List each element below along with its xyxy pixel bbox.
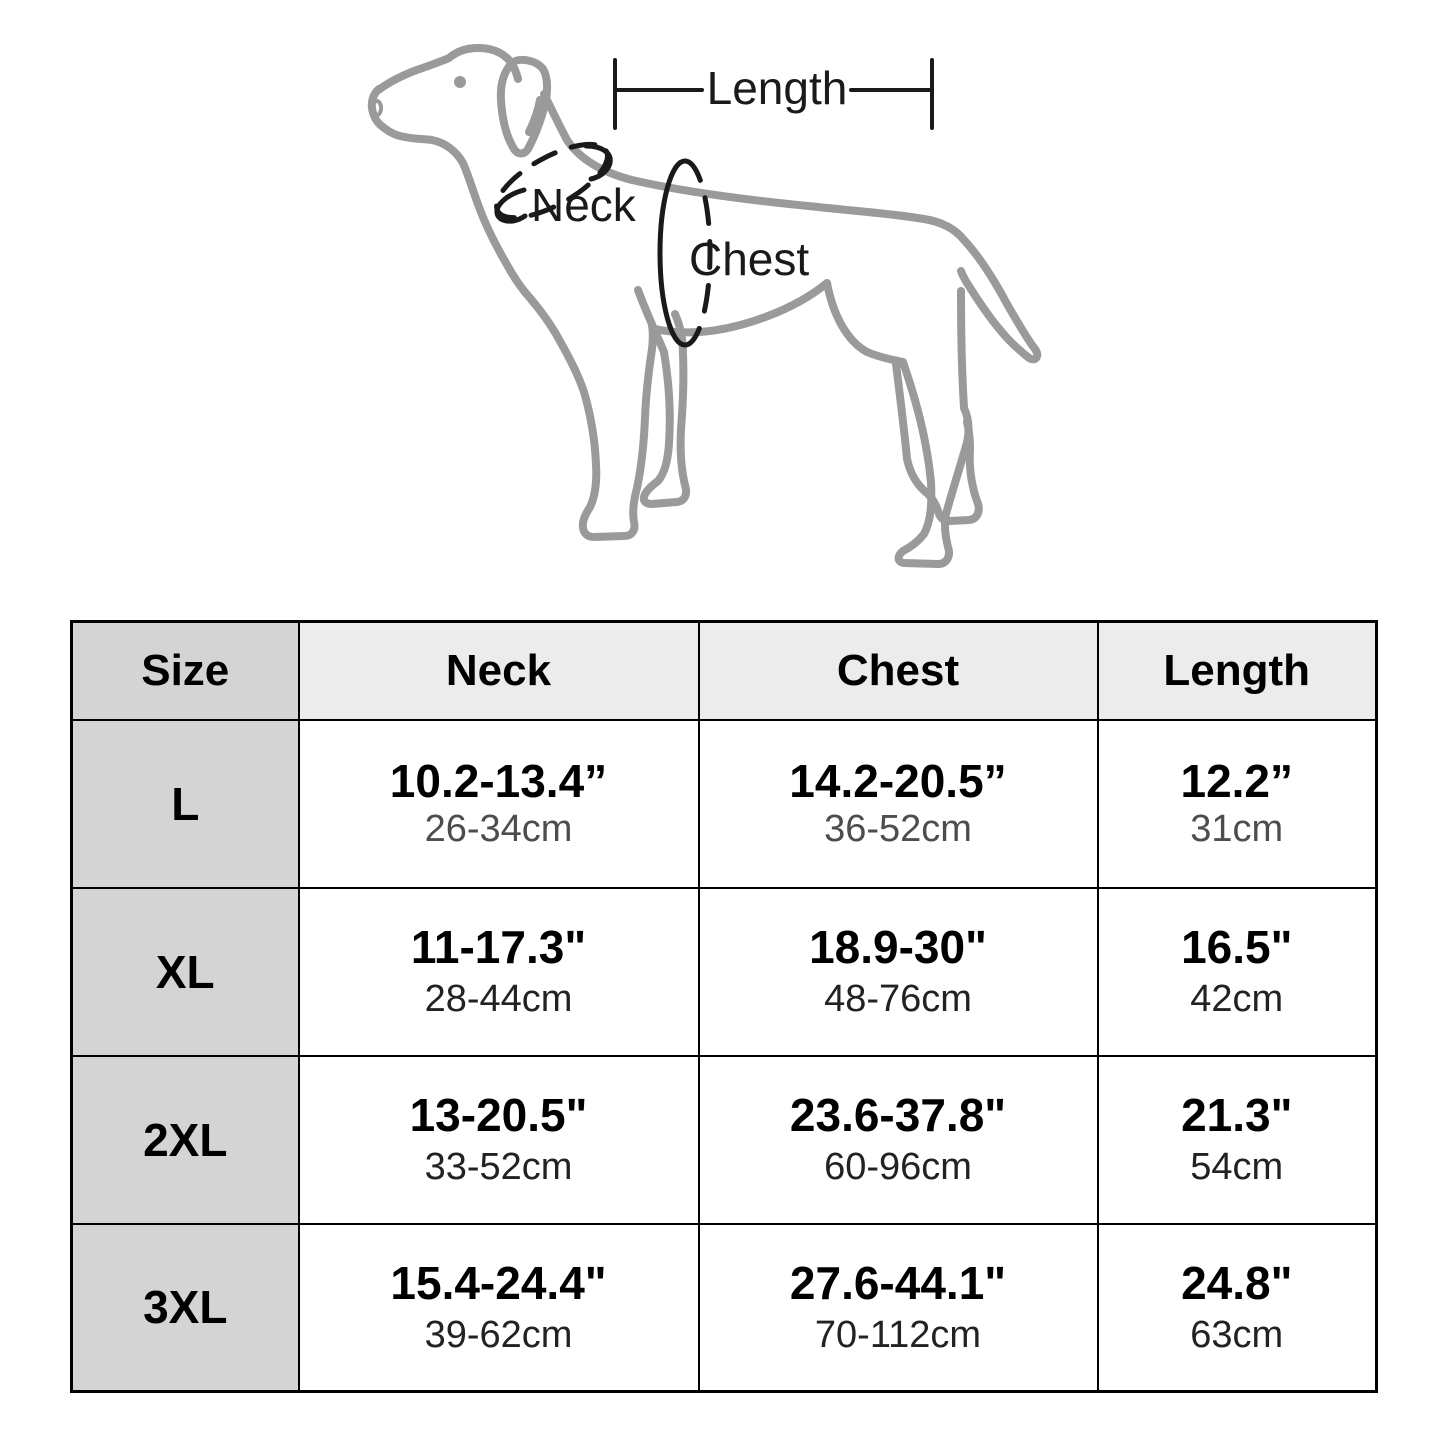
column-header-chest: Chest [699,622,1098,720]
neck-cell [299,1056,699,1224]
neck-cm: 33-52cm [424,1146,573,1189]
size-chart-table [70,620,1378,1393]
neck-cm: 26-34cm [424,808,573,851]
table-row-l [72,720,1377,888]
neck-cell [299,1224,699,1392]
chest-cell [699,1056,1098,1224]
table-row-xl [72,888,1377,1056]
table-row-3xl [72,1224,1377,1392]
neck-inches: 10.2-13.4” [389,754,608,807]
length-cell [1098,1056,1377,1224]
length-cell [1098,888,1377,1056]
size-cell: XL [72,888,299,1056]
chest-cell [699,1224,1098,1392]
length-cm: 31cm [1190,808,1284,851]
length-inches: 24.8" [1181,1256,1293,1309]
chest-cm: 70-112cm [814,1314,982,1357]
length-label: Length [706,62,848,114]
dog-tail [961,240,1037,359]
neck-cm: 28-44cm [424,978,573,1021]
dog-eye [454,76,466,88]
neck-inches: 15.4-24.4" [390,1256,607,1309]
length-inches: 12.2” [1180,754,1294,807]
length-cell [1098,720,1377,888]
length-cell [1098,1224,1377,1392]
chest-inches: 14.2-20.5” [789,754,1007,807]
chest-cm: 48-76cm [824,978,972,1021]
neck-cm: 39-62cm [424,1314,573,1357]
neck-label: Neck [531,179,636,231]
header-row [72,622,1377,720]
size-cell: 2XL [72,1056,299,1224]
length-inches: 16.5" [1181,920,1293,973]
chest-cell [699,720,1098,888]
column-header-neck: Neck [299,622,699,720]
length-cm: 42cm [1190,978,1284,1021]
chest-cm: 60-96cm [824,1146,972,1189]
neck-inches: 13-20.5" [409,1088,588,1141]
neck-cell [299,888,699,1056]
chest-inches: 23.6-37.8" [789,1088,1007,1141]
size-cell: L [72,720,299,888]
chest-cm: 36-52cm [824,808,972,851]
chest-label: Chest [689,233,810,285]
dog-outline-svg [0,0,1445,615]
length-inches: 21.3" [1181,1088,1293,1141]
chest-inches: 18.9-30" [809,920,987,973]
size-cell: 3XL [72,1224,299,1392]
dog-head-top-outline [377,48,518,91]
length-cm: 63cm [1190,1314,1284,1357]
column-header-size: Size [72,622,299,720]
length-cm: 54cm [1190,1146,1284,1189]
neck-inches: 11-17.3" [410,920,587,973]
chest-cell [699,888,1098,1056]
neck-cell [299,720,699,888]
table-row-2xl [72,1056,1377,1224]
chest-inches: 27.6-44.1" [789,1256,1007,1309]
column-header-length: Length [1098,622,1377,720]
dog-measurement-illustration [0,0,1445,615]
